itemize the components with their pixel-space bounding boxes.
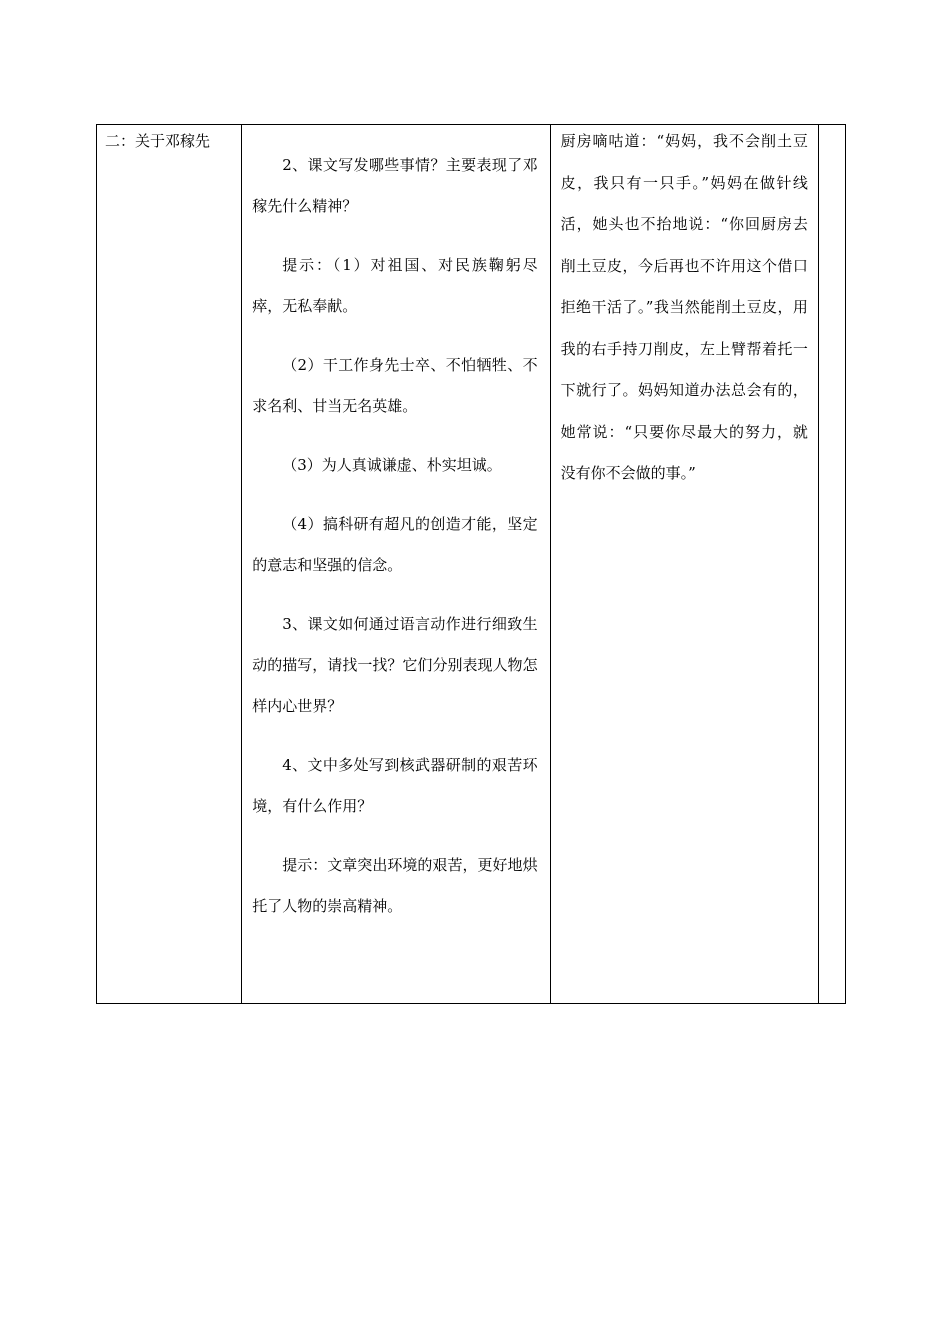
- notes-cell: [818, 125, 845, 1004]
- hint-paragraph: （2）干工作身先士卒、不怕牺牲、不求名利、甘当无名英雄。: [252, 356, 538, 415]
- hint-paragraph: （3）为人真诚谦虚、朴实坦诚。: [282, 456, 502, 474]
- questions-list: [242, 125, 549, 927]
- questions-cell: [242, 125, 550, 1004]
- reading-passage: [551, 121, 818, 495]
- question-paragraph: 3、课文如何通过语言动作进行细致生动的描写，请找一找？它们分别表现人物怎样内心世界？: [252, 615, 538, 715]
- hint-paragraph: 提示：文章突出环境的艰苦，更好地烘托了人物的崇高精神。: [252, 856, 538, 915]
- hint-paragraph: 提示：（1）对祖国、对民族鞠躬尽瘁，无私奉献。: [252, 256, 538, 315]
- lesson-table: [96, 124, 846, 1004]
- table-row: [97, 125, 846, 1004]
- hint-paragraph: （4）搞科研有超凡的创造才能，坚定的意志和坚强的信念。: [252, 515, 538, 574]
- question-paragraph: 4、文中多处写到核武器研制的艰苦环境，有什么作用？: [252, 756, 538, 815]
- reading-text: 厨房嘀咕道：“妈妈，我不会削土豆皮，我只有一只手。”妈妈在做针线活，她头也不抬地说：“你回厨房去削土豆皮，今后再也不许用这个借口拒绝干活了。”我当然能削土豆皮，用我的右手持刀削皮，左上臂帮着托一下就行了。妈妈知道办法总会有的，她常说：“只要你尽最大的努力，就没有你不会做的事。”: [560, 132, 808, 482]
- section-cell: [97, 125, 242, 1004]
- reading-cell: [550, 125, 818, 1004]
- section-heading: 二：关于邓稼先: [105, 132, 211, 150]
- question-paragraph: 2、课文写发哪些事情？主要表现了邓稼先什么精神？: [252, 156, 538, 215]
